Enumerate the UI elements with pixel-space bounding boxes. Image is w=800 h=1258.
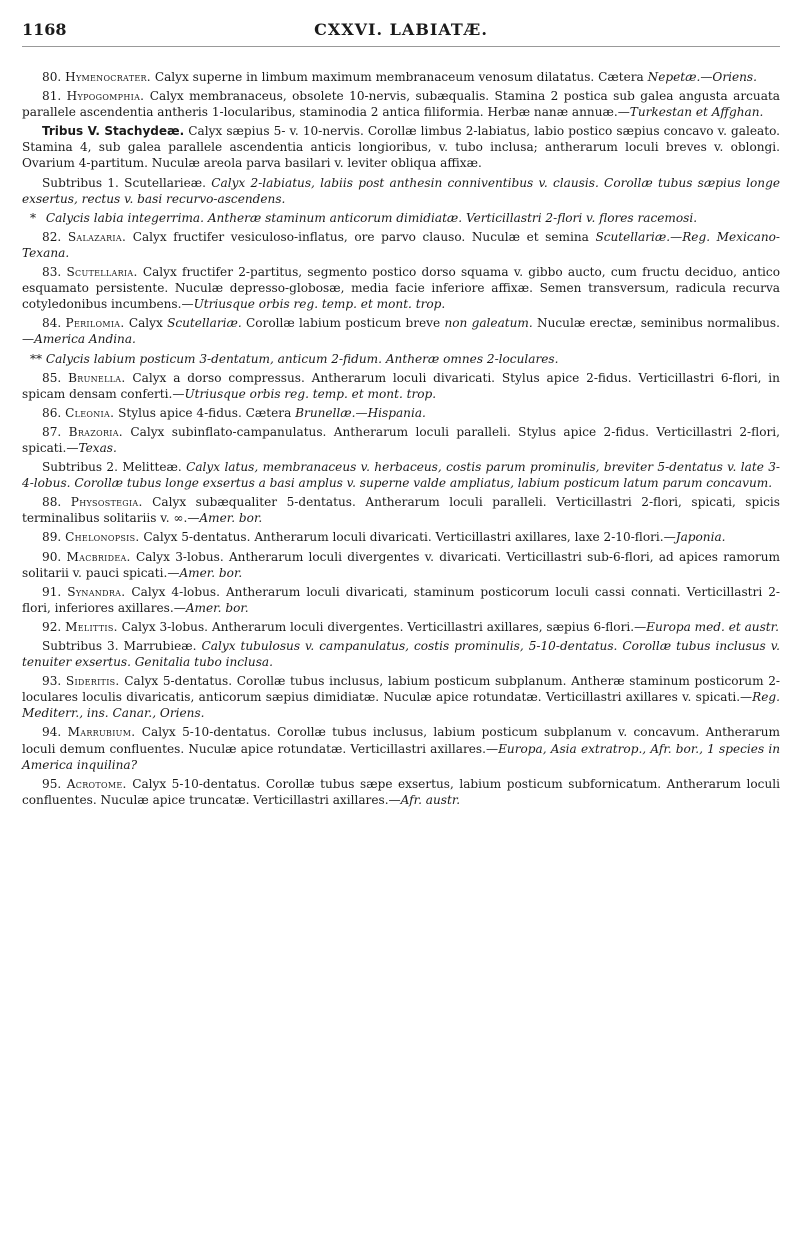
genus-entry-87: 87. Brazoria. Calyx subinflato-campanulatus. Antherarum loculi paralleli. Stylus apice 2-fidus. Verticillastri 2-flori, spicati.—Texas. — [22, 424, 780, 455]
genus-name: Chelonopsis. — [65, 530, 140, 545]
genus-entry-89: 89. Chelonopsis. Calyx 5-dentatus. Antherarum loculi divaricati. Verticillastri axillares, laxe 2-10-flori.—Japonia. — [42, 530, 726, 545]
key-line-1: * Calycis labia integerrima. Antheræ staminum anticorum dimidiatæ. Verticillastri 2-flori v. flores racemosi. — [30, 210, 698, 225]
tribus-label: Tribus V. Stachydeæ. — [42, 124, 185, 139]
genus-entry-90: 90. Macbridea. Calyx 3-lobus. Antherarum loculi divergentes v. divaricati. Verticillastri sub-6-flori, ad apices ramorum solitarii v. pauci spicati.—Amer. bor. — [22, 549, 780, 580]
tribus-heading: Tribus V. Stachydeæ. Calyx sæpius 5- v. 10-nervis. Corollæ limbus 2-labiatus, labio postico sæpius concavo v. galeato. Stamina 4, sub galea parallele ascendentia anticis longioribus, v. tubo inclusa; antherarum loculi breves v. oblongi. Ovarium 4-partitum. Nuculæ areola parva basilari v. leviter obliqua affixæ. — [22, 124, 780, 171]
page-body — [22, 69, 780, 808]
genus-name: Melittis. — [65, 619, 118, 634]
genus-name: Scutellaria. — [66, 265, 138, 280]
genus-name: Brazoria. — [68, 424, 123, 439]
genus-name: Macbridea. — [66, 549, 131, 564]
running-title: CXXVI. LABIATÆ. — [314, 20, 488, 39]
page-number: 1168 — [22, 20, 67, 39]
genus-entry-88: 88. Physostegia. Calyx subæqualiter 5-dentatus. Antherarum loculi paralleli. Verticillastri 2-flori, spicati, spicis terminalibus solitariis v. ∞.—Amer. bor. — [22, 495, 780, 526]
subtribus-heading-2: Subtribus 2. Melitteæ. Calyx latus, membranaceus v. herbaceus, costis parum prominulis, breviter 5-dentatus v. late 3-4-lobus. Corollæ tubus longe exsertus a basi amplus v. superne valde ampliatus, labium posticum latum parum concavum. — [22, 460, 780, 491]
genus-entry-85: 85. Brunella. Calyx a dorso compressus. Antherarum loculi divaricati. Stylus apice 2-fidus. Verticillastri 6-flori, in spicam densam conferti.—Utriusque orbis reg. temp. et mont. trop. — [22, 370, 780, 401]
subtribus-heading-1: Subtribus 1. Scutellarieæ. Calyx 2-labiatus, labiis post anthesin conniventibus v. clausis. Corollæ tubus sæpius longe exsertus, rectus v. basi recurvo-ascendens. — [22, 175, 780, 206]
key-line-2: ** Calycis labium posticum 3-dentatum, anticum 2-fidum. Antheræ omnes 2-loculares. — [30, 351, 559, 366]
genus-entry-83: 83. Scutellaria. Calyx fructifer 2-partitus, segmento postico dorso squama v. gibbo aucto, cum fructu deciduo, antico esquamato persistente. Nuculæ depresso-globosæ, media facie inferiore affixæ. Semen transversum, radicula recurva cotyledonibus incumbens.—Utriusque orbis reg. temp. et mont. trop. — [22, 265, 780, 312]
genus-name: Hypogomphia. — [66, 89, 145, 104]
genus-entry-92: 92. Melittis. Calyx 3-lobus. Antherarum loculi divergentes. Verticillastri axillares, sæpius 6-flori.—Europa med. et austr. — [42, 619, 779, 634]
genus-name: Marrubium. — [67, 725, 136, 740]
subtribus-heading-3: Subtribus 3. Marrubieæ. Calyx tubulosus v. campanulatus, costis prominulis, 5-10-dentatus. Corollæ tubus inclusus v. tenuiter exsertus. Genitalia tubo inclusa. — [22, 639, 780, 670]
genus-entry-86: 86. Cleonia. Stylus apice 4-fidus. Cætera Brunellæ.—Hispania. — [42, 405, 426, 420]
genus-entry-94: 94. Marrubium. Calyx 5-10-dentatus. Corollæ tubus inclusus, labium posticum subplanum v. concavum. Antherarum loculi demum confluentes. Nuculæ apice rotundatæ. Verticillastri axillares.—Europa, Asia extratrop., Afr. bor., 1 species in America inquilina? — [22, 725, 780, 772]
genus-name: Synandra. — [67, 584, 126, 599]
genus-entry-82: 82. Salazaria. Calyx fructifer vesiculoso-inflatus, ore parvo clauso. Nuculæ et semina Scutellariæ.—Reg. Mexicano-Texana. — [22, 229, 780, 260]
genus-name: Cleonia. — [65, 405, 115, 420]
genus-entry-91: 91. Synandra. Calyx 4-lobus. Antherarum loculi divaricati, staminum posticorum loculi cassi connati. Verticillastri 2-flori, inferiores axillares.—Amer. bor. — [22, 584, 780, 615]
genus-name: Perilomia. — [65, 316, 125, 331]
genus-entry-81: 81. Hypogomphia. Calyx membranaceus, obsolete 10-nervis, subæqualis. Stamina 2 postica sub galea angusta arcuata parallele ascendentia antheris 1-locularibus, staminodia 2 antica filiformia. Herbæ nanæ annuæ.—Turkestan et Affghan. — [22, 89, 780, 120]
genus-entry-95: 95. Acrotome. Calyx 5-10-dentatus. Corollæ tubus sæpe exsertus, labium posticum subfornicatum. Antherarum loculi confluentes. Nuculæ apice truncatæ. Verticillastri axillares.—Afr. austr. — [22, 776, 780, 807]
genus-name: Brunella. — [68, 370, 126, 385]
genus-entry-84: 84. Perilomia. Calyx Scutellariæ. Corollæ labium posticum breve non galeatum. Nuculæ erectæ, seminibus normalibus.—America Andina. — [22, 316, 780, 347]
genus-name: Hymenocrater. — [65, 70, 151, 84]
genus-entry-80: 80. Hymenocrater. Calyx superne in limbum maximum membranaceum venosum dilatatus. Cætera Nepetæ.—Oriens. — [42, 70, 757, 84]
genus-name: Acrotome. — [66, 776, 127, 791]
genus-name: Sideritis. — [65, 674, 120, 689]
genus-entry-93: 93. Sideritis. Calyx 5-dentatus. Corollæ tubus inclusus, labium posticum subplanum. Antheræ staminum posticorum 2-loculares loculis divaricatis, anticorum sæpius dimidiatæ. Nuculæ apice rotundatæ. Verticillastri axillares v. spicati.—Reg. Mediterr., ins. Canar., Oriens. — [22, 674, 780, 721]
genus-name: Salazaria. — [67, 229, 127, 244]
page-header — [22, 16, 780, 47]
genus-name: Physostegia. — [70, 495, 143, 510]
